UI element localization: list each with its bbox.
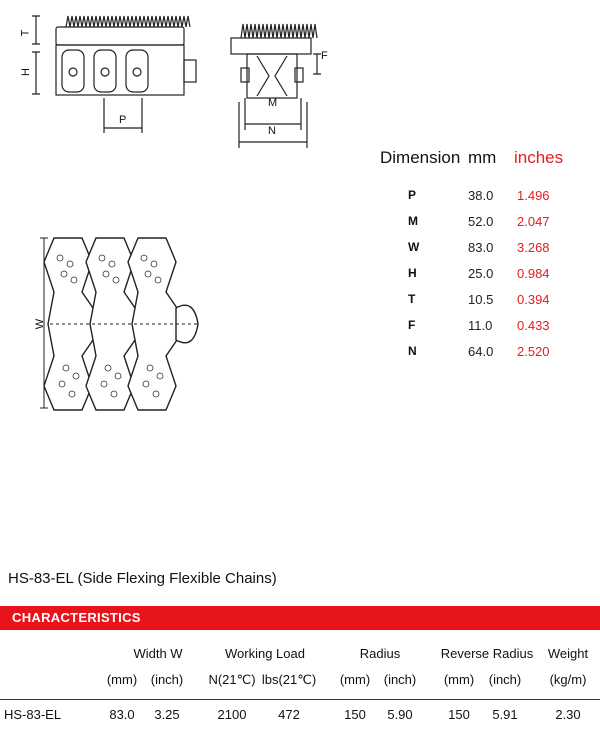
unit-weight: (kg/m) (549, 672, 587, 687)
header-reverse-radius: Reverse Radius (440, 646, 534, 661)
cell-radius-mm: 150 (344, 707, 366, 722)
dimension-row (372, 318, 572, 344)
dimension-label: N (408, 344, 417, 358)
dimension-mm: 64.0 (468, 344, 494, 359)
cell-load-lbs: 472 (278, 707, 300, 722)
dimension-row (372, 240, 572, 266)
unit-reverse-radius-mm: (mm) (443, 672, 475, 687)
chain-top-view-drawing (30, 228, 210, 418)
unit-width-mm: (mm) (106, 672, 138, 687)
cell-width-mm: 83.0 (109, 707, 135, 722)
unit-load-lbs: lbs(21℃) (261, 672, 317, 687)
dimension-mm: 25.0 (468, 266, 494, 281)
chain-end-view-drawing (225, 12, 335, 152)
dimension-mm: 11.0 (468, 318, 493, 333)
header-weight: Weight (547, 646, 589, 661)
dimension-row (372, 188, 572, 214)
label-f: F (321, 50, 328, 62)
dimension-mm: 10.5 (468, 292, 494, 307)
cell-radius-inch: 5.90 (387, 707, 413, 722)
dimension-table (372, 144, 572, 370)
dimension-inches: 1.496 (517, 188, 550, 203)
dimension-inches: 0.984 (517, 266, 550, 281)
label-p: P (119, 114, 127, 126)
label-h: H (19, 68, 32, 76)
inches-header: inches (514, 148, 564, 167)
unit-radius-inch: (inch) (383, 672, 417, 687)
dimension-label: M (408, 214, 418, 228)
dimension-inches: 2.047 (517, 214, 550, 229)
dimension-header: Dimension (380, 148, 461, 167)
product-title: HS-83-EL (Side Flexing Flexible Chains) (8, 570, 277, 587)
dimension-mm: 83.0 (468, 240, 494, 255)
characteristics-banner-label: CHARACTERISTICS (12, 610, 141, 625)
cell-weight: 2.30 (555, 707, 581, 722)
dimension-label: H (408, 266, 417, 280)
unit-radius-mm: (mm) (339, 672, 371, 687)
dimension-label: T (408, 292, 416, 306)
dimension-row (372, 344, 572, 370)
unit-reverse-radius-inch: (inch) (488, 672, 522, 687)
dimension-label: W (408, 240, 420, 254)
dimension-inches: 2.520 (517, 344, 550, 359)
label-m: M (268, 97, 278, 109)
header-radius: Radius (359, 646, 401, 661)
chain-side-view-drawing (28, 12, 208, 142)
unit-load-n: N(21℃) (208, 672, 256, 687)
dimension-inches: 3.268 (517, 240, 550, 255)
characteristics-banner (0, 606, 600, 630)
mm-header: mm (468, 148, 497, 167)
dimension-row (372, 214, 572, 240)
cell-reverse-radius-inch: 5.91 (492, 707, 518, 722)
dimension-inches: 0.394 (517, 292, 550, 307)
dimension-label: F (408, 318, 416, 332)
dimension-inches: 0.433 (517, 318, 550, 333)
label-t: T (19, 29, 32, 37)
table-divider (0, 699, 600, 700)
dimension-mm: 52.0 (468, 214, 494, 229)
cell-width-inch: 3.25 (154, 707, 180, 722)
dimension-label: P (408, 188, 417, 202)
label-n: N (268, 125, 276, 137)
dimension-mm: 38.0 (468, 188, 494, 203)
cell-load-n: 2100 (217, 707, 247, 722)
header-width: Width W (133, 646, 183, 661)
unit-width-inch: (inch) (150, 672, 184, 687)
cell-model: HS-83-EL (4, 707, 62, 722)
dimension-table-header (372, 144, 572, 174)
label-w: W (34, 318, 47, 330)
header-working-load: Working Load (225, 646, 305, 661)
dimension-row (372, 266, 572, 292)
dimension-row (372, 292, 572, 318)
cell-reverse-radius-mm: 150 (448, 707, 470, 722)
